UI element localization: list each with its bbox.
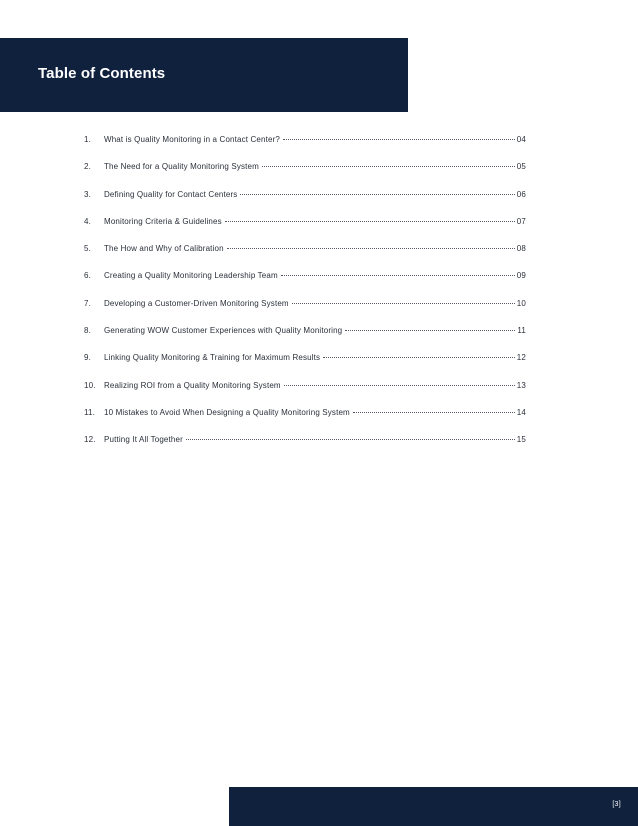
toc-dot-leader xyxy=(283,139,515,140)
toc-entry-title: Realizing ROI from a Quality Monitoring System xyxy=(104,380,281,390)
toc-entry[interactable] xyxy=(84,160,526,187)
toc-entry[interactable] xyxy=(84,379,526,406)
toc-entry-number: 3. xyxy=(84,189,91,199)
table-of-contents xyxy=(84,133,526,461)
toc-entry-page: 04 xyxy=(516,135,526,144)
toc-entry-number: 2. xyxy=(84,162,91,172)
footer-band xyxy=(229,787,638,826)
toc-entry-page: 06 xyxy=(516,189,526,199)
toc-entry-page: 10 xyxy=(516,298,526,308)
toc-entry-page: 07 xyxy=(516,216,526,226)
toc-entry-title: The Need for a Quality Monitoring System xyxy=(104,162,259,172)
toc-entry-page: 12 xyxy=(516,353,526,363)
toc-dot-leader xyxy=(353,412,515,413)
toc-entry[interactable] xyxy=(84,351,526,378)
toc-entry[interactable] xyxy=(84,433,526,460)
toc-entry-page: 11 xyxy=(517,326,526,336)
toc-dot-leader xyxy=(262,166,515,167)
toc-dot-leader xyxy=(323,357,515,358)
toc-dot-leader xyxy=(225,221,515,222)
toc-entry-title: Creating a Quality Monitoring Leadership Team xyxy=(104,271,278,281)
toc-dot-leader xyxy=(281,275,515,276)
toc-dot-leader xyxy=(227,248,515,249)
toc-entry[interactable] xyxy=(84,406,526,433)
toc-entry-number: 8. xyxy=(84,326,91,336)
toc-entry-page: 08 xyxy=(516,244,526,254)
toc-entry-page: 05 xyxy=(516,162,526,172)
toc-entry-page: 13 xyxy=(516,380,526,390)
toc-entry-page: 09 xyxy=(516,271,526,281)
toc-entry[interactable] xyxy=(84,269,526,296)
toc-dot-leader xyxy=(292,303,515,304)
toc-entry-title: What is Quality Monitoring in a Contact Center? xyxy=(104,135,281,144)
toc-entry-title: Linking Quality Monitoring & Training for Maximum Results xyxy=(104,353,321,363)
toc-entry-title: Putting It All Together xyxy=(104,435,183,445)
page-title: Table of Contents xyxy=(38,65,166,82)
toc-dot-leader xyxy=(240,194,514,195)
toc-entry[interactable] xyxy=(84,242,526,269)
toc-entry[interactable] xyxy=(84,188,526,215)
toc-entry-number: 1. xyxy=(84,135,91,144)
toc-entry[interactable] xyxy=(84,324,526,351)
toc-entry-page: 15 xyxy=(516,435,526,445)
toc-entry-number: 9. xyxy=(84,353,91,363)
toc-entry-number: 12. xyxy=(84,435,96,445)
toc-entry-number: 4. xyxy=(84,216,91,226)
toc-entry-number: 5. xyxy=(84,244,91,254)
toc-entry-title: Generating WOW Customer Experiences with Quality Monitoring xyxy=(104,326,343,336)
toc-entry-number: 11. xyxy=(84,407,95,417)
toc-entry-page: 14 xyxy=(516,407,526,417)
toc-entry-number: 7. xyxy=(84,298,91,308)
toc-entry-number: 6. xyxy=(84,271,91,281)
toc-entry-title: Monitoring Criteria & Guidelines xyxy=(104,216,222,226)
toc-dot-leader xyxy=(345,330,515,331)
toc-dot-leader xyxy=(186,439,515,440)
toc-entry-title: The How and Why of Calibration xyxy=(104,244,224,254)
toc-entry[interactable] xyxy=(84,297,526,324)
page-number: [3] xyxy=(612,801,621,808)
toc-dot-leader xyxy=(284,385,515,386)
toc-entry-title: 10 Mistakes to Avoid When Designing a Quality Monitoring System xyxy=(104,407,350,417)
toc-entry[interactable] xyxy=(84,215,526,242)
toc-entry[interactable] xyxy=(84,133,526,160)
toc-entry-title: Developing a Customer-Driven Monitoring System xyxy=(104,298,289,308)
toc-entry-number: 10. xyxy=(84,380,96,390)
toc-entry-title: Defining Quality for Contact Centers xyxy=(104,189,238,199)
